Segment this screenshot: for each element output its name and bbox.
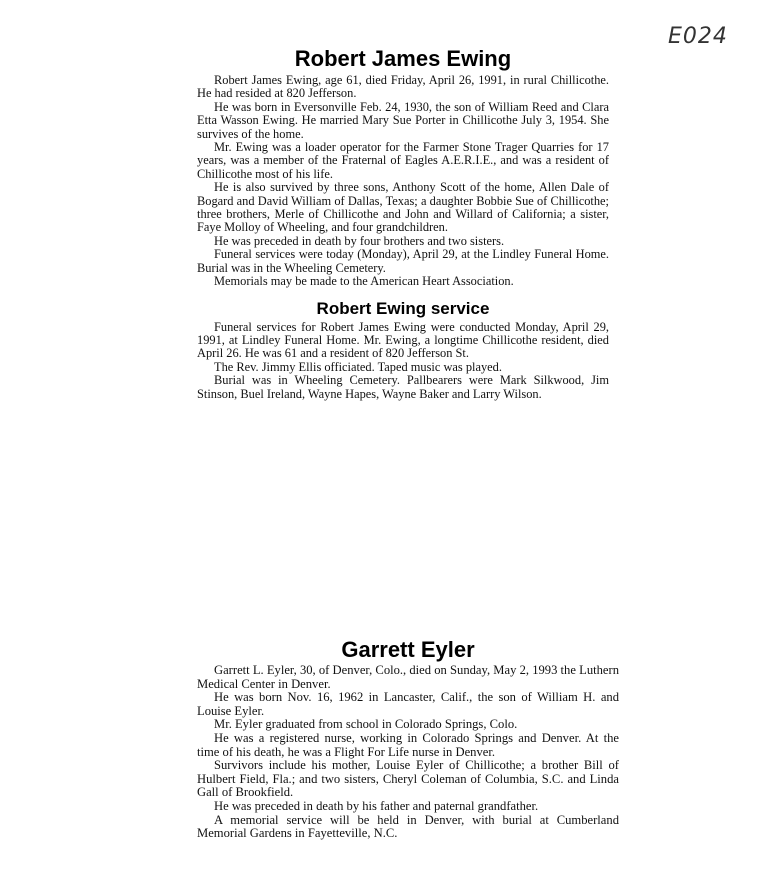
obituary-paragraph: Robert James Ewing, age 61, died Friday, April 26, 1991, in rural Chillicothe. He had resided at 820 Jefferson. bbox=[197, 73, 609, 101]
obituary-paragraph: He was preceded in death by his father and paternal grandfather. bbox=[214, 798, 539, 813]
obituary-paragraph: A memorial service will be held in Denver, with burial at Cumberland Memorial Gardens in Fayetteville, N.C. bbox=[197, 812, 619, 841]
obituary-paragraph: Survivors include his mother, Louise Eyler of Chillicothe; a brother Bill of Hulbert Field, Fla.; and two sisters, Cheryl Coleman of Columbia, S.C. and Linda Gall of Brookfield. bbox=[197, 758, 619, 800]
service-paragraph: The Rev. Jimmy Ellis officiated. Taped music was played. bbox=[214, 359, 502, 374]
obituary-paragraph: Funeral services were today (Monday), April 29, at the Lindley Funeral Home. Burial was in the Wheeling Cemetery. bbox=[197, 247, 609, 275]
obituary-body bbox=[197, 664, 619, 841]
obituary-paragraph: Mr. Ewing was a loader operator for the Farmer Stone Trager Quarries for 17 years, was a member of the Fraternal of Eagles A.E.R.I.E., and was a resident of Chillicothe most of his life. bbox=[197, 140, 609, 181]
obituary-paragraph: He is also survived by three sons, Anthony Scott of the home, Allen Dale of Bogard and David William of Dallas, Texas; a daughter Bobbie Sue of Chillicothe; three brothers, Merle of Chillicothe and John and Willard of California; a sister, Faye Molloy of Wheeling, and four grandchildren. bbox=[197, 180, 609, 235]
service-paragraph: Burial was in Wheeling Cemetery. Pallbearers were Mark Silkwood, Jim Stinson, Buel Ireland, Wayne Hapes, Wayne Baker and Larry Wilson. bbox=[197, 373, 609, 401]
service-paragraph: Funeral services for Robert James Ewing were conducted Monday, April 29, 1991, at Lindley Funeral Home. Mr. Ewing, a longtime Chillicothe resident, died April 26. He was 61 and a resident of 820 Jefferson St. bbox=[197, 319, 609, 361]
obituary-paragraph: He was a registered nurse, working in Colorado Springs and Denver. At the time of his death, he was a Flight For Life nurse in Denver. bbox=[197, 730, 619, 759]
obituary-clipping-ewing bbox=[197, 44, 609, 401]
obituary-paragraph: He was born in Eversonville Feb. 24, 1930, the son of William Reed and Clara Etta Wasson Ewing. He married Mary Sue Porter in Chillicothe July 3, 1954. She survives of the home. bbox=[197, 99, 609, 141]
obituary-headline: Garrett Eyler bbox=[341, 637, 475, 662]
obituary-paragraph: Mr. Eyler graduated from school in Colorado Springs, Colo. bbox=[214, 717, 518, 732]
obituary-paragraph: Garrett L. Eyler, 30, of Denver, Colo., died on Sunday, May 2, 1993 the Luthern Medical Center in Denver. bbox=[197, 663, 619, 691]
obituary-paragraph: He was preceded in death by four brothers and two sisters. bbox=[214, 233, 505, 248]
obituary-clipping-eyler bbox=[197, 636, 619, 841]
obituary-body bbox=[197, 74, 609, 289]
service-headline: Robert Ewing service bbox=[316, 298, 490, 318]
service-body bbox=[197, 321, 609, 401]
obituary-paragraph: He was born Nov. 16, 1962 in Lancaster, Calif., the son of William H. and Louise Eyler. bbox=[197, 690, 619, 718]
page-id-annotation: E024 bbox=[668, 24, 728, 49]
obituary-headline: Robert James Ewing bbox=[294, 46, 512, 71]
obituary-paragraph: Memorials may be made to the American Heart Association. bbox=[214, 274, 514, 289]
